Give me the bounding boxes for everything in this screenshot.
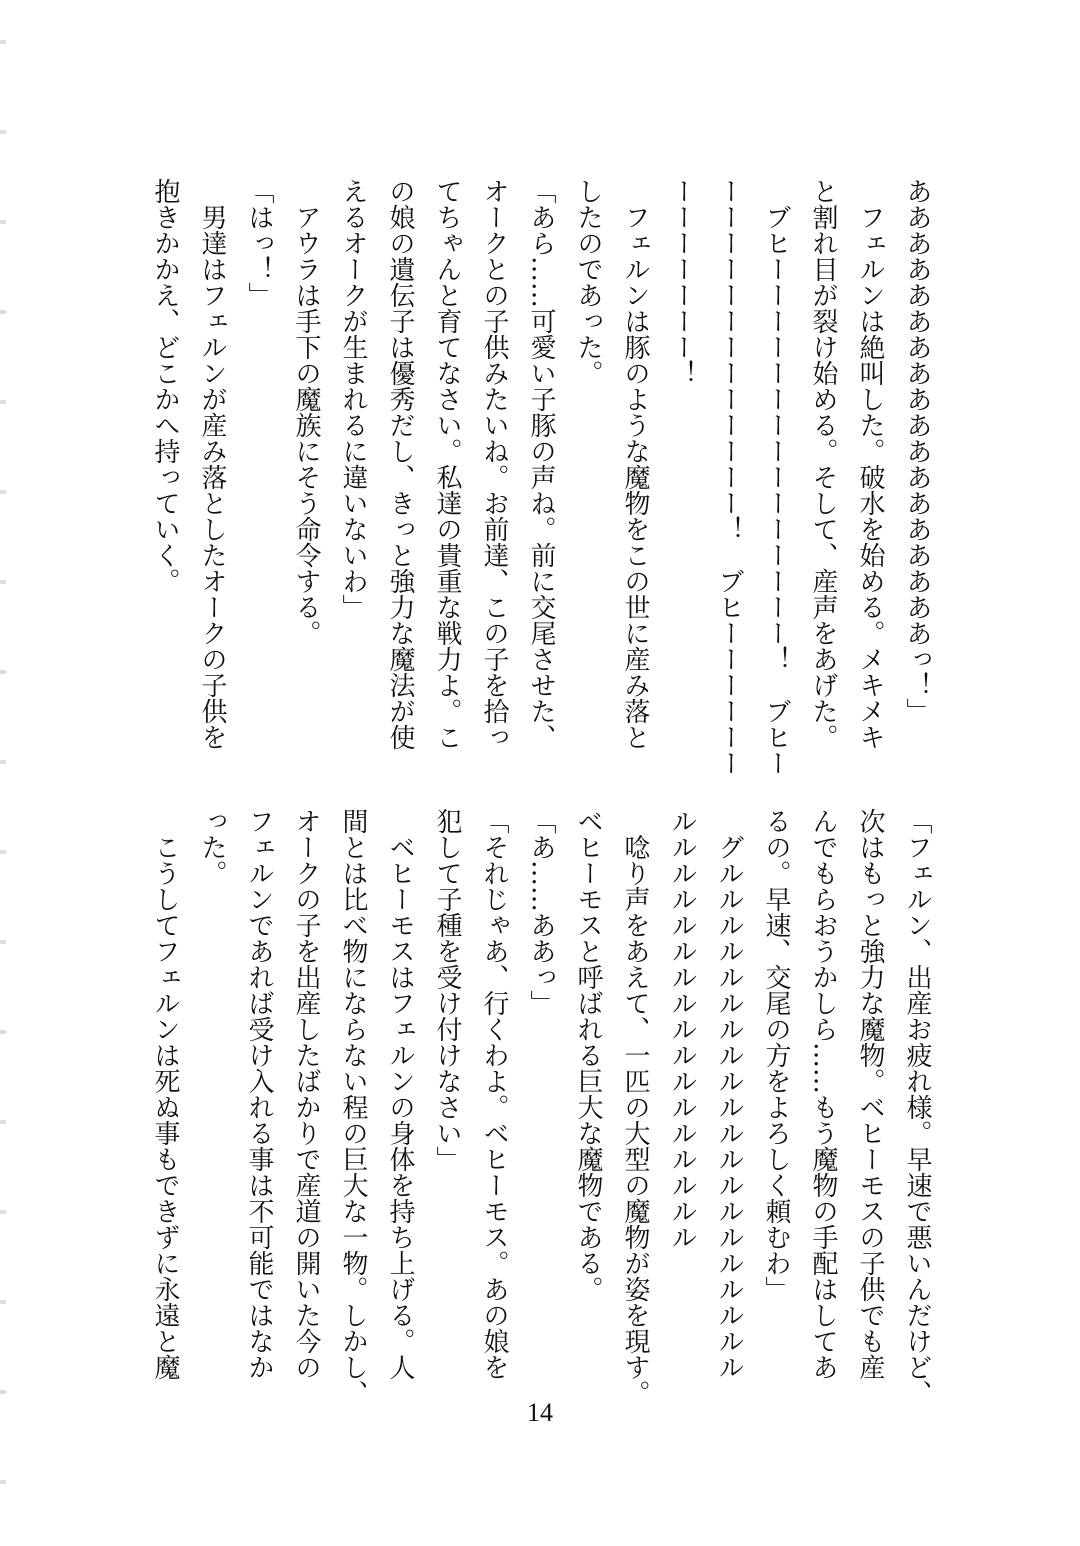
text-column: フェルンは絶叫した。破水を始める。メキメキ: [855, 178, 885, 750]
text-column: てちゃんと育てなさい。私達の貴重な戦力よ。こ: [432, 178, 462, 750]
text-column: フェルンは豚のような魔物をこの世に産み落と: [620, 178, 650, 750]
text-column: 次はもっと強力な魔物。ベヒーモスの子供でも産: [855, 808, 885, 1380]
text-column: ーーーーーーーーーーーーー！ ブヒーーーーーー: [714, 178, 744, 776]
page-number: 14: [527, 1398, 553, 1427]
text-column: フェルンであれば受け入れる事は不可能ではなか: [244, 808, 274, 1380]
text-column: と割れ目が裂け始める。そして、産声をあげた。: [808, 178, 838, 750]
text-column: 間とは比べ物にならない程の巨大な一物。しかし、: [338, 808, 368, 1406]
text-column: 男達はフェルンが産み落としたオークの子供を: [197, 178, 227, 750]
text-column: アウラは手下の魔族にそう命令する。: [291, 178, 321, 646]
text-column: るの。早速、交尾の方をよろしく頼むわ」: [761, 808, 791, 1302]
text-column: グルルルルルルルルルルルルルルルルルルルル: [714, 808, 744, 1380]
scan-edge: [0, 0, 6, 1546]
text-block-lower: [141, 808, 940, 1406]
text-column: ベヒーモスはフェルンの身体を持ち上げる。人: [385, 808, 415, 1380]
text-column: ベヒーモスと呼ばれる巨大な魔物である。: [573, 808, 603, 1302]
text-column: ああああああああああああああああああっ！」: [902, 178, 932, 724]
text-column: 「フェルン、出産お疲れ様。早速で悪いんだけど、: [902, 808, 932, 1406]
text-column: こうしてフェルンは死ぬ事もできずに永遠と魔: [150, 808, 180, 1380]
text-column: オークとの子供みたいね。お前達、この子を拾っ: [479, 178, 509, 750]
text-column: ブヒーーーーーーーーーーーーーーー！ ブヒー: [761, 178, 791, 776]
text-column: 唸り声をあえて、一匹の大型の魔物が姿を現す。: [620, 808, 650, 1406]
text-column: 「あら……可愛い子豚の声ね。前に交尾させた、: [526, 178, 556, 750]
text-column: ルルルルルルルルルルルルルルルルル: [667, 808, 697, 1250]
text-column: 「それじゃあ、行くわよ。ベヒーモス。あの娘を: [479, 808, 509, 1380]
text-column: った。: [197, 808, 227, 886]
text-column: したのであった。: [573, 178, 603, 386]
text-column: んでもらおうかしら……もう魔物の手配はしてあ: [808, 808, 838, 1380]
text-column: 「あ……ああっ」: [526, 808, 556, 1016]
text-column: オークの子を出産したばかりで産道の開いた今の: [291, 808, 321, 1380]
text-column: 犯して子種を受け付けなさい」: [432, 808, 462, 1172]
text-column: 抱きかかえ、どこかへ持っていく。: [150, 178, 180, 594]
text-column: えるオークが生まれるに違いないわ」: [338, 178, 368, 620]
text-column: の娘の遺伝子は優秀だし、きっと強力な魔法が使: [385, 178, 415, 750]
text-block-upper: [141, 178, 940, 776]
text-column: ーーーーーーー！: [667, 178, 697, 386]
text-column: 「はっ！」: [244, 178, 274, 308]
